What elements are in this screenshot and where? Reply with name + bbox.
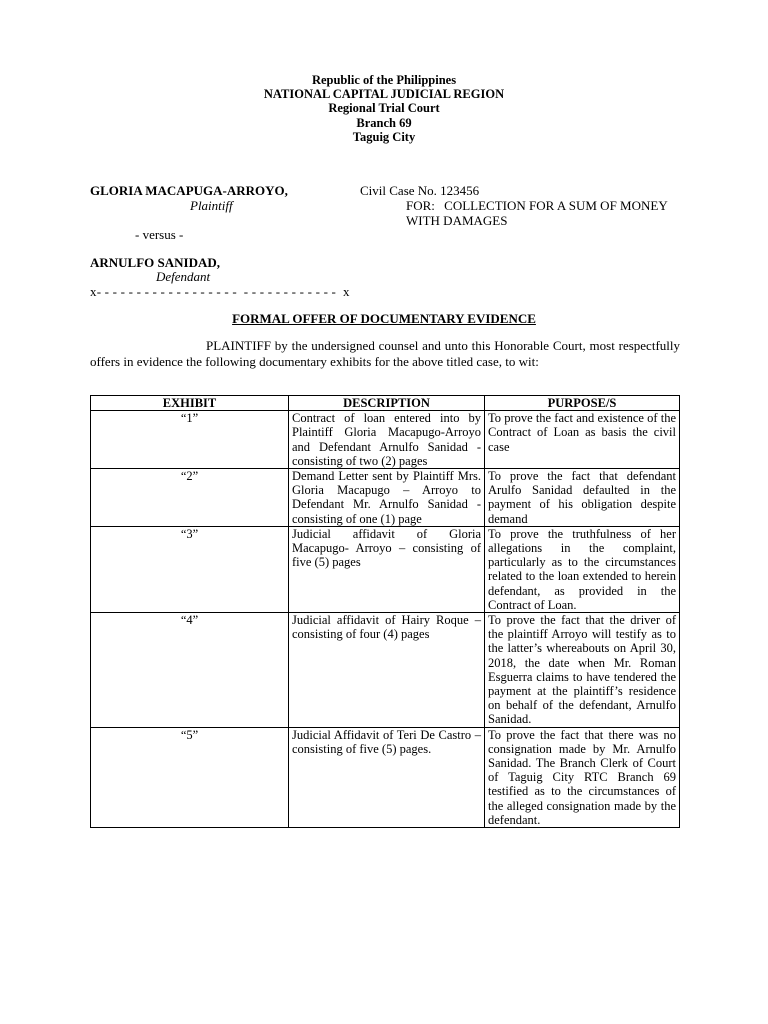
purpose-cell: To prove the truthfulness of her allegations in the complaint, particularly as to the circumstances related to the loan extended to herein defendant, as provided in the Contract of Loan.: [485, 526, 680, 612]
document-title: FORMAL OFFER OF DOCUMENTARY EVIDENCE: [232, 311, 536, 326]
description-cell: Demand Letter sent by Plaintiff Mrs. Gloria Macapugo – Arroyo to Defendant Mr. Arnulfo Sanidad - consisting of one (1) page: [289, 469, 485, 527]
purpose-cell: To prove the fact that there was no consignation made by Mr. Arnulfo Sanidad. The Branch Clerk of Court of Taguig City RTC Branch 69 testified as to the circumstances of the alleged consignation made by the defendant.: [485, 727, 680, 827]
for-text: COLLECTION FOR A SUM OF MONEY WITH DAMAGES: [406, 198, 668, 228]
purpose-cell: To prove the fact and existence of the Contract of Loan as basis the civil case: [485, 411, 680, 469]
evidence-table: [90, 395, 680, 828]
table-header-row: [91, 396, 680, 411]
case-number: Civil Case No. 123456: [360, 183, 480, 198]
header-exhibit: EXHIBIT: [91, 396, 289, 411]
header-region: NATIONAL CAPITAL JUDICIAL REGION: [263, 87, 505, 102]
table-row: [91, 613, 680, 728]
caption-separator: x- - - - - - - - - - - - - - - - - - - - - - - - - - - - - - x: [90, 284, 350, 299]
description-cell: Judicial affidavit of Hairy Roque – consisting of four (4) pages: [289, 613, 485, 728]
plaintiff-name: GLORIA MACAPUGA-ARROYO,: [90, 183, 288, 198]
table-row: [91, 526, 680, 612]
exhibit-cell: “3”: [91, 526, 289, 612]
header-purpose: PURPOSE/S: [485, 396, 680, 411]
header-court: Regional Trial Court: [328, 101, 440, 116]
description-cell: Judicial affidavit of Gloria Macapugo- Arroyo – consisting of five (5) pages: [289, 526, 485, 612]
table-row: [91, 411, 680, 469]
intro-paragraph: PLAINTIFF by the undersigned counsel and unto this Honorable Court, most respectfully offers in evidence the following documentary exhibits for the above titled case, to wit:: [90, 338, 680, 369]
header-republic: Republic of the Philippines: [311, 73, 457, 87]
description-cell: Contract of loan entered into by Plaintiff Gloria Macapugo-Arroyo and Defendant Arnulfo Sanidad - consisting of two (2) pages: [289, 411, 485, 469]
table-row: [91, 727, 680, 827]
for-label: FOR:: [406, 198, 435, 213]
header-description: DESCRIPTION: [289, 396, 485, 411]
header-branch: Branch 69: [356, 115, 412, 130]
header-city: Taguig City: [352, 129, 416, 144]
description-cell: Judicial Affidavit of Teri De Castro – consisting of five (5) pages.: [289, 727, 485, 827]
exhibit-cell: “1”: [91, 411, 289, 469]
exhibit-cell: “2”: [91, 469, 289, 527]
table-row: [91, 469, 680, 527]
defendant-name: ARNULFO SANIDAD,: [90, 255, 221, 270]
case-nature: [406, 199, 696, 228]
court-header: [0, 73, 768, 144]
purpose-cell: To prove the fact that the driver of the plaintiff Arroyo will testify as to the latter’s whereabouts on April 30, 2018, the date when Mr. Roman Esguerra claims to have tendered the payment at the plaintiff’s residence on behalf of the defendant, Arnulfo Sanidad.: [485, 613, 680, 728]
plaintiff-role: Plaintiff: [190, 198, 233, 213]
versus-label: - versus -: [135, 227, 184, 242]
exhibit-cell: “4”: [91, 613, 289, 728]
purpose-cell: To prove the fact that defendant Arulfo Sanidad defaulted in the payment of his obligation despite demand: [485, 469, 680, 527]
defendant-role: Defendant: [156, 269, 211, 284]
exhibit-cell: “5”: [91, 727, 289, 827]
